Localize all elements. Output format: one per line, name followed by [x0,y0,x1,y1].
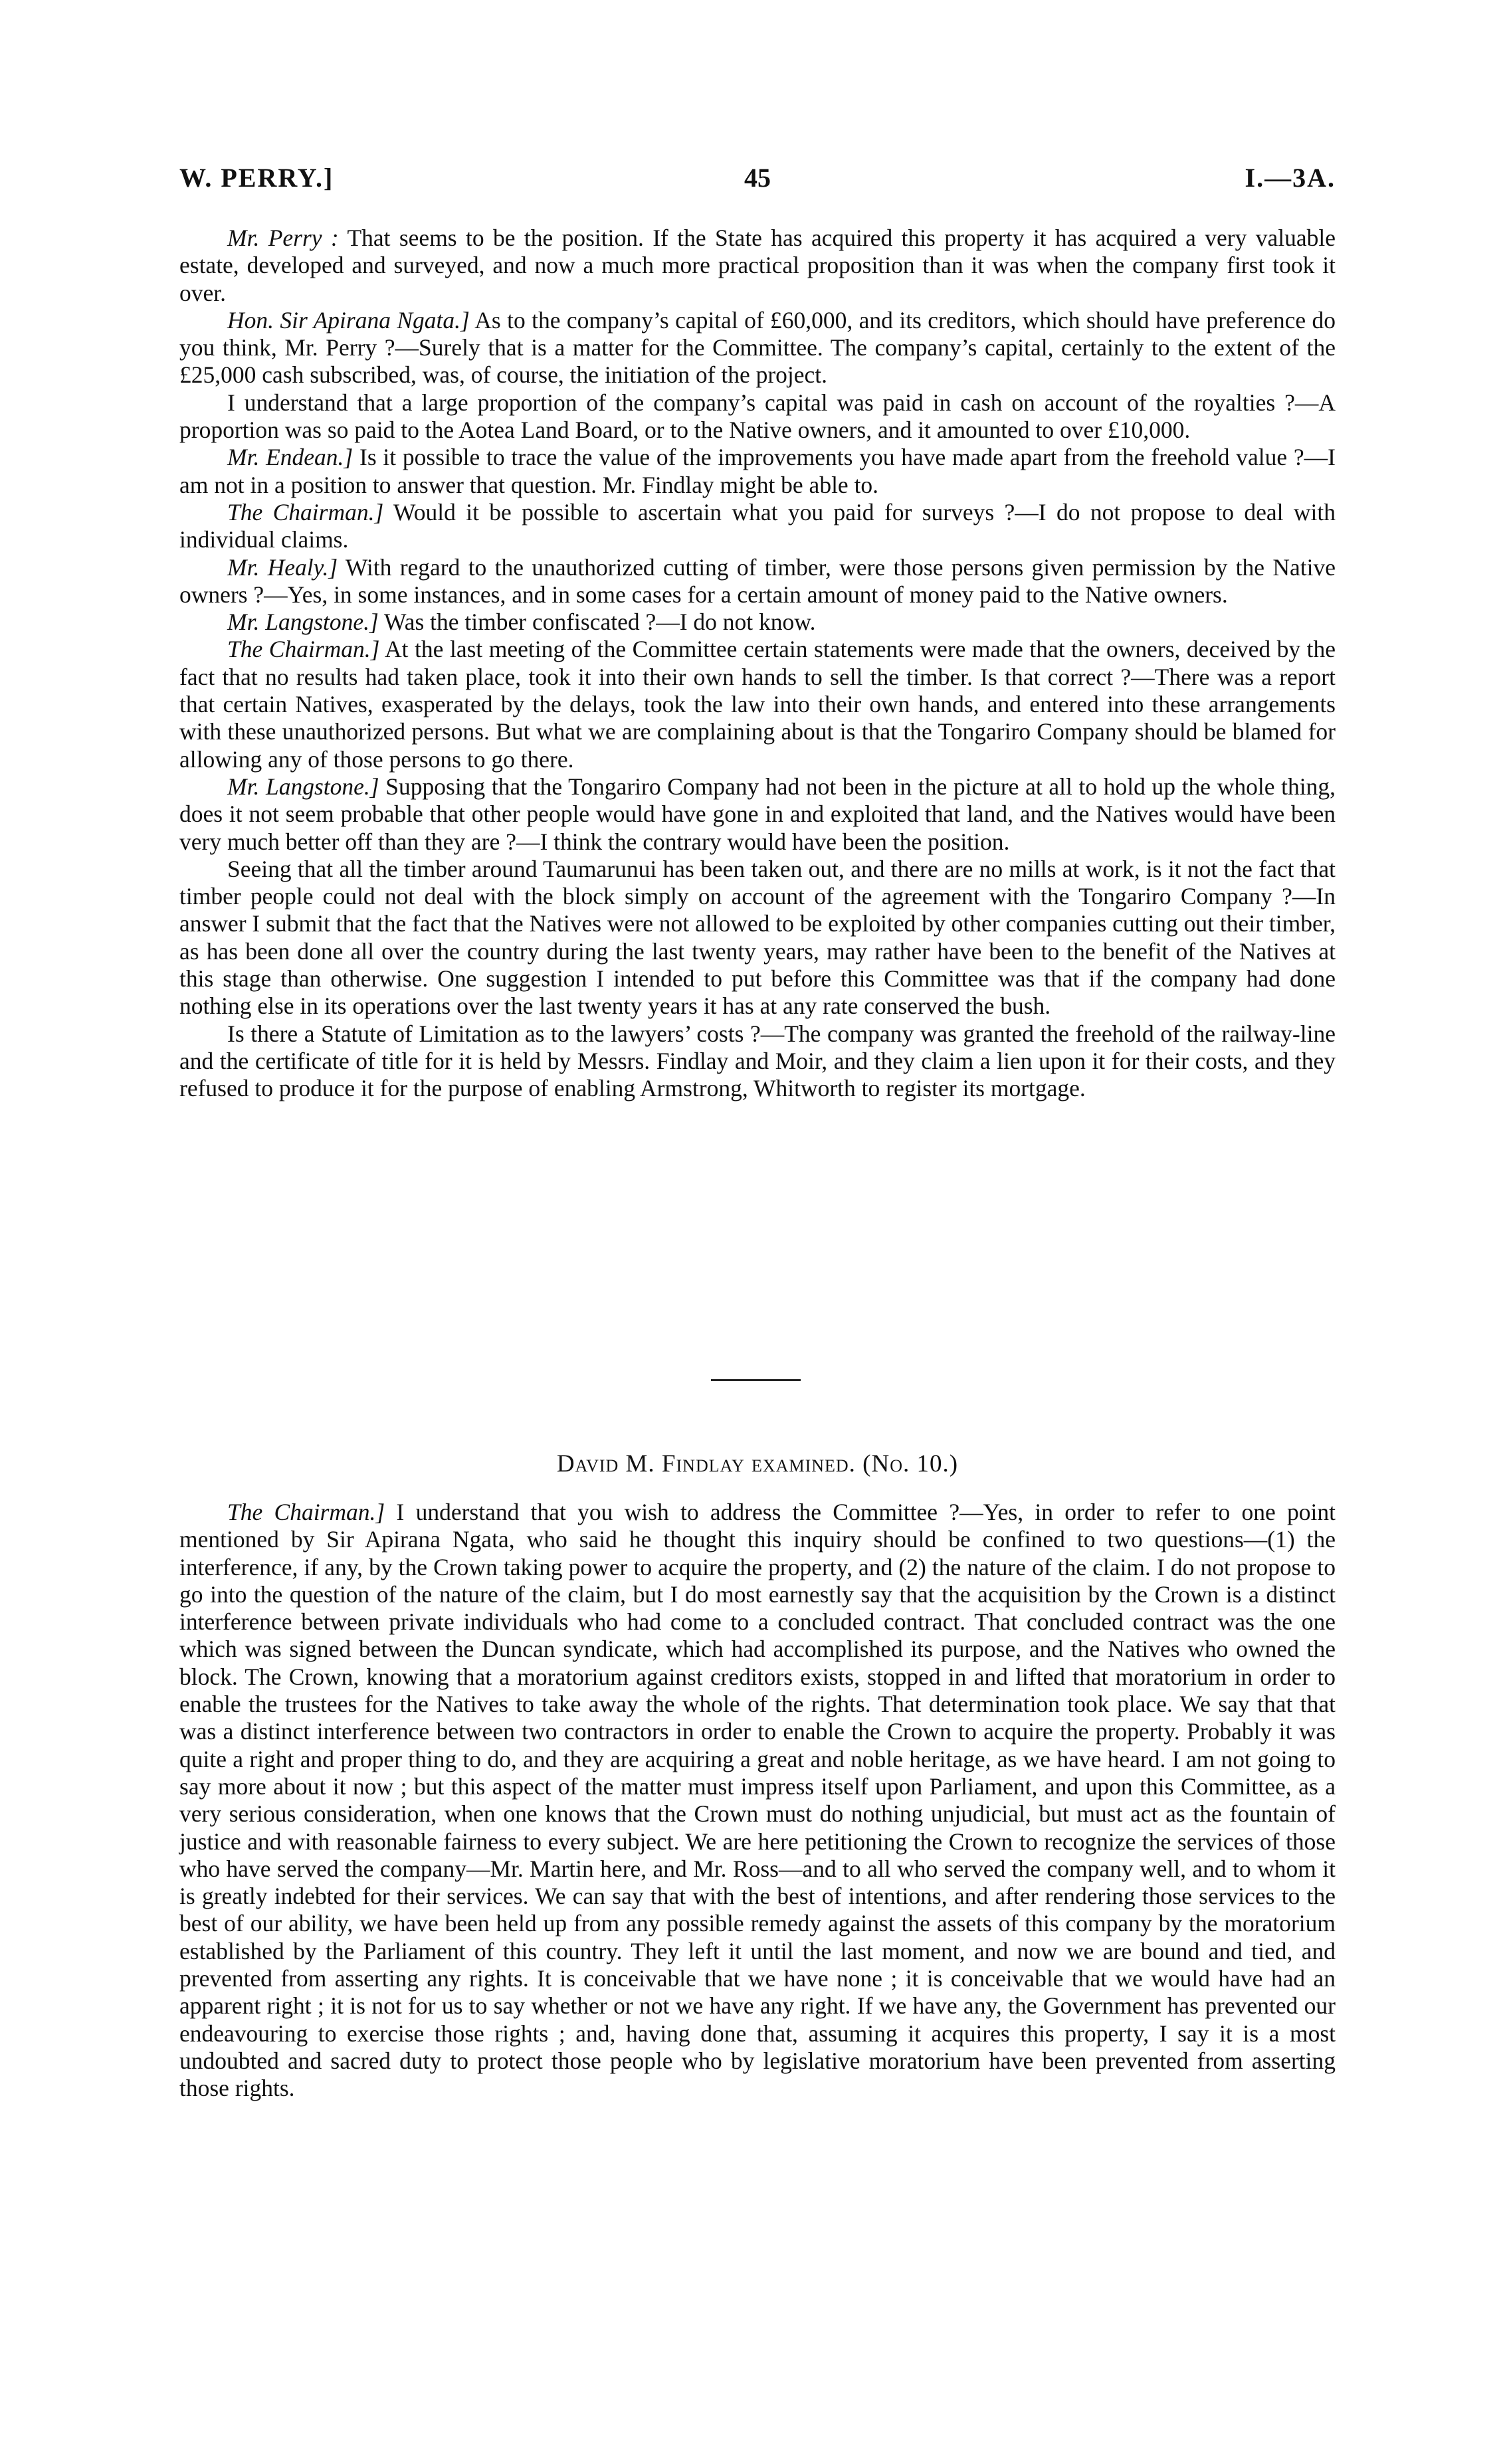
speaker: Mr. Perry : [227,225,339,251]
paragraph [179,554,1336,609]
speaker: Mr. Endean.] [227,444,353,471]
paragraph-text: With regard to the unauthorized cutting of timber, were those persons given permission by the Native owners ?—Yes, in some instances, and in some cases for a certain amount of money paid to the Native owners. [179,553,1336,608]
paragraph [179,225,1336,307]
speaker: The Chairman.] [227,636,380,663]
paragraph [179,307,1336,389]
paragraph [179,856,1336,1020]
section-divider [711,1379,801,1381]
paragraph-text: At the last meeting of the Committee certain statements were made that the owners, deceived by the fact that no results had taken place, took it into their own hands to sell the timber. Is that correct ?—There was a report that certain Natives, exasperated by the delays, took the law into their own hands, and entered into these arrangements with these unauthorized persons. But what we are complaining about is that the Tongariro Company should be blamed for allowing any of those persons to go there. [179,636,1336,773]
paragraph-text: Seeing that all the timber around Taumarunui has been taken out, and there are no mills at work, is it not the fact that timber people could not deal with the block simply on account of the agreement with the Tongariro Company ?—In answer I submit that the fact that the Natives were not allowed to be exploited by other companies cutting out their timber, as has been done all over the country during the last twenty years, may rather have been to the benefit of the Natives at this stage than otherwise. One suggestion I intended to put before this Committee was that if the company had done nothing else in its operations over the last twenty years it has at any rate conserved the bush. [179,855,1336,1020]
paragraph-text: Is there a Statute of Limitation as to the lawyers’ costs ?—The company was granted the freehold of the railway-line and the certificate of title for it is held by Messrs. Findlay and Moir, and they claim a lien upon it for their costs, and they refused to produce it for the purpose of enabling Armstrong, Whitworth to register its mortgage. [179,1020,1336,1102]
evidence-section-perry [179,225,1336,1103]
speaker: Hon. Sir Apirana Ngata.] [227,306,470,333]
paragraph-text: I understand that a large proportion of the company’s capital was paid in cash on account of the royalties ?—A proportion was so paid to the Aotea Land Board, or to the Native owners, and it amounted to over £10,000. [179,389,1336,444]
paragraph [179,1499,1336,2103]
paragraph-text: Would it be possible to ascertain what you paid for surveys ?—I do not propose to deal with individual claims. [179,498,1336,553]
paragraph [179,1020,1336,1103]
speaker: Mr. Healy.] [227,553,338,581]
paragraph-text: Supposing that the Tongariro Company had not been in the picture at all to hold up the whole thing, does it not seem probable that other people would have gone in and exploited that land, and the Natives would have been very much better off than they are ?—I think the contrary would have been the position. [179,773,1336,855]
evidence-section-findlay [179,1499,1336,2103]
speaker: Mr. Langstone.] [227,773,379,800]
paragraph-text: Is it possible to trace the value of the improvements you have made apart from the freehold value ?—I am not in a position to answer that question. Mr. Findlay might be able to. [179,444,1336,498]
paragraph [179,609,1336,636]
paragraph [179,773,1336,856]
paragraph [179,636,1336,773]
paragraph-text: That seems to be the position. If the State has acquired this property it has acquired a very valuable estate, developed and surveyed, and now a much more practical proposition than it was when the company first took it over. [179,225,1336,306]
page-number: 45 [744,163,771,193]
paragraph-text: Was the timber confiscated ?—I do not know. [378,609,816,636]
speaker: The Chairman.] [227,498,384,525]
paragraph [179,389,1336,444]
page-header [179,162,1336,202]
paragraph-text: As to the company’s capital of £60,000, and its creditors, which should have preference do you think, Mr. Perry ?—Surely that is a matter for the Committee. The company’s capital, certainly to the extent of the £25,000 cash subscribed, was, of course, the initiation of the project. [179,306,1336,389]
paper-reference: I.—3A. [1245,163,1336,193]
running-head-witness: W. PERRY.] [179,163,334,193]
paragraph [179,499,1336,554]
witness-heading: David M. Findlay examined. (No. 10.) [556,1450,959,1477]
speaker: Mr. Langstone.] [227,609,379,636]
speaker: The Chairman.] [227,1499,385,1525]
paragraph-text: I understand that you wish to address the Committee ?—Yes, in order to refer to one point mentioned by Sir Apirana Ngata, who said he thought this inquiry should be confined to two questions—(1) the interference, if any, by the Crown taking power to acquire the property, and (2) the nature of the claim. I do not propose to go into the question of the nature of the claim, but I do most earnestly say that the acquisition by the Crown is a distinct interference between private individuals who had come to a concluded contract. That concluded contract was the one which was signed between the Duncan syndicate, which had accomplished its purpose, and the Natives who owned the block. The Crown, knowing that a moratorium against creditors exists, stopped in and lifted that moratorium in order to enable the trustees for the Natives to take away the whole of the rights. That determination took place. We say that that was a distinct interference between two contractors in order to enable the Crown to acquire the property. Probably it was quite a right and proper thing to do, and they are acquiring a great and noble heritage, as we have heard. I am not going to say more about it now ; but this aspect of the matter must impress itself upon Parliament, and upon this Committee, as a very serious consideration, when one knows that the Crown must do nothing unjudicial, but must act as the fountain of justice and with reasonable fairness to every subject. We are here petitioning the Crown to recognize the services of those who have served the company—Mr. Martin here, and Mr. Ross—and to all who served the company well, and to whom it is greatly indebted for their services. We can say that with the best of intentions, and after rendering those services to the best of our ability, we have been held up from any possible remedy against the assets of this company by the moratorium established by the Parliament of this country. They left it until the last moment, and now we are bound and tied, and prevented from asserting any rights. It is conceivable that we have none ; it is conceivable that we would have had an apparent right ; it is not for us to say whether or not we have any right. If we have any, the Government has prevented our endeavouring to exercise those rights ; and, having done that, assuming it acquires this property, I say it is a most undoubted and sacred duty to protect those people who by legislative moratorium have been prevented from asserting those rights. [179,1499,1336,2102]
paragraph [179,444,1336,499]
